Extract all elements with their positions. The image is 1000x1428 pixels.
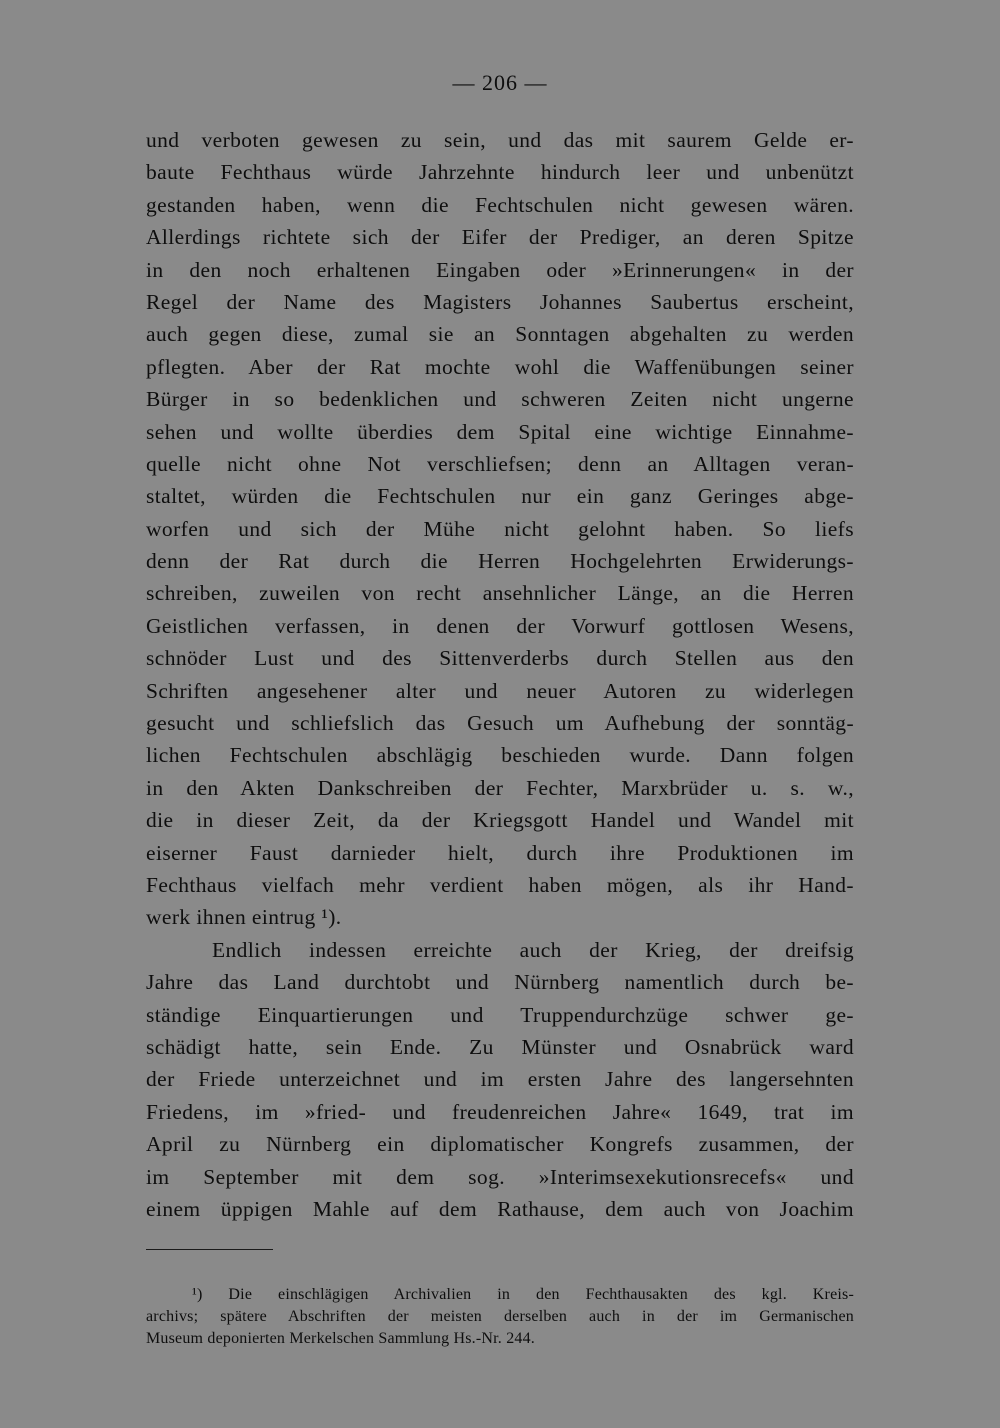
text-line: Bürger in so bedenklichen und schweren Zeiten nicht ungerne (146, 387, 854, 412)
footnote-line: archivs; spätere Abschriften der meisten derselben auch in der im Germanischen (146, 1308, 854, 1325)
text-line: gesucht und schliefslich das Gesuch um Aufhebung der sonntäg- (146, 711, 854, 736)
text-line: schreiben, zuweilen von recht ansehnlicher Länge, an die Herren (146, 581, 854, 606)
text-line: lichen Fechtschulen abschlägig beschieden wurde. Dann folgen (146, 743, 854, 768)
text-line: Geistlichen verfassen, in denen der Vorwurf gottlosen Wesens, (146, 613, 854, 638)
text-line: die in dieser Zeit, da der Kriegsgott Handel und Wandel mit (146, 808, 854, 833)
text-line: worfen und sich der Mühe nicht gelohnt haben. So liefs (146, 516, 854, 541)
footnote-line: Museum deponierten Merkelschen Sammlung Hs.-Nr. 244. (146, 1330, 536, 1347)
text-line: baute Fechthaus würde Jahrzehnte hindurch leer und unbenützt (146, 160, 854, 185)
text-line: ständige Einquartierungen und Truppendurchzüge schwer ge- (146, 1002, 854, 1027)
text-line: Schriften angesehener alter und neuer Autoren zu widerlegen (146, 678, 854, 703)
footnote (146, 1284, 854, 1350)
text-line: Regel der Name des Magisters Johannes Saubertus erscheint, (146, 289, 854, 314)
text-line: in den Akten Dankschreiben der Fechter, Marxbrüder u. s. w., (146, 775, 854, 800)
footnote-line: ¹) Die einschlägigen Archivalien in den Fechthausakten des kgl. Kreis- (192, 1286, 854, 1303)
text-line: April zu Nürnberg ein diplomatischer Kongrefs zusammen, der (146, 1132, 854, 1157)
text-line: eiserner Faust darnieder hielt, durch ihre Produktionen im (146, 840, 854, 865)
text-line: Allerdings richtete sich der Eifer der Prediger, an deren Spitze (146, 225, 854, 250)
text-line: in den noch erhaltenen Eingaben oder »Erinnerungen« in der (146, 257, 854, 282)
text-line: schädigt hatte, sein Ende. Zu Münster und Osnabrück ward (146, 1034, 854, 1059)
text-line: denn der Rat durch die Herren Hochgelehrten Erwiderungs- (146, 549, 854, 574)
text-line: pflegten. Aber der Rat mochte wohl die Waffenübungen seiner (146, 354, 854, 379)
text-line: staltet, würden die Fechtschulen nur ein ganz Geringes abge- (146, 484, 854, 509)
body-text (146, 124, 854, 1225)
text-line: Jahre das Land durchtobt und Nürnberg namentlich durch be- (146, 970, 854, 995)
text-line: werk ihnen eintrug ¹). (146, 905, 342, 930)
text-line: schnöder Lust und des Sittenverderbs durch Stellen aus den (146, 646, 854, 671)
footnote-divider (146, 1249, 273, 1250)
text-line: Endlich indessen erreichte auch der Krieg, der dreifsig (212, 937, 854, 962)
text-line: quelle nicht ohne Not verschliefsen; denn an Alltagen veran- (146, 451, 854, 476)
text-line: der Friede unterzeichnet und im ersten Jahre des langersehnten (146, 1067, 854, 1092)
text-line: einem üppigen Mahle auf dem Rathause, dem auch von Joachim (146, 1196, 854, 1221)
text-line: gestanden haben, wenn die Fechtschulen nicht gewesen wären. (146, 192, 854, 217)
page-number: — 206 — (452, 70, 548, 95)
text-line: im September mit dem sog. »Interimsexekutionsrecefs« und (146, 1164, 854, 1189)
text-line: Fechthaus vielfach mehr verdient haben mögen, als ihr Hand- (146, 872, 854, 897)
text-line: Friedens, im »fried- und freudenreichen Jahre« 1649, trat im (146, 1099, 854, 1124)
text-line: und verboten gewesen zu sein, und das mit saurem Gelde er- (146, 128, 854, 152)
text-line: auch gegen diese, zumal sie an Sonntagen abgehalten zu werden (146, 322, 854, 347)
text-line: sehen und wollte überdies dem Spital eine wichtige Einnahme- (146, 419, 854, 444)
